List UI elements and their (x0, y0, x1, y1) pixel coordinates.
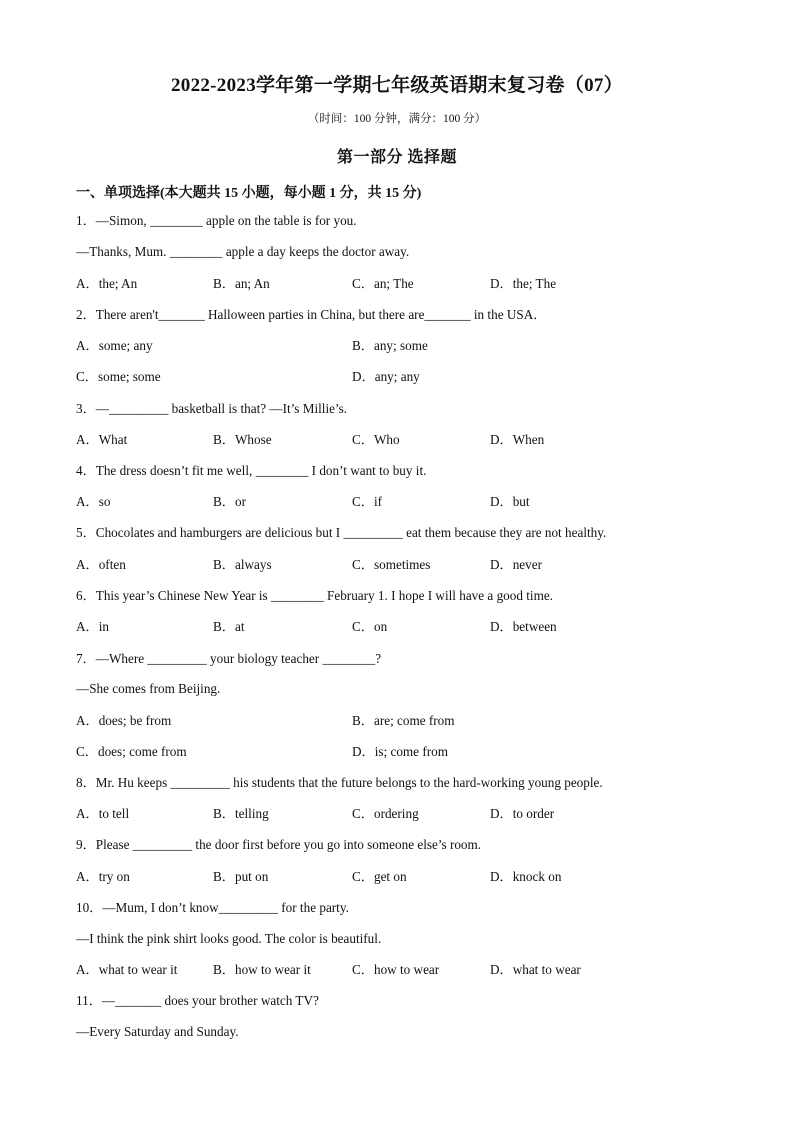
question-9-option-c[interactable]: C．get on (352, 869, 407, 884)
question-6-option-d[interactable]: D．between (490, 619, 557, 634)
question-7-option-c[interactable]: C．does; come from (76, 744, 187, 759)
question-6-option-a[interactable]: A．in (76, 619, 109, 634)
question-11-line-2: —Every Saturday and Sunday. (76, 1024, 239, 1039)
question-3-option-d[interactable]: D．When (490, 432, 545, 447)
question-1-line-2: —Thanks, Mum. ________ apple a day keeps the doctor away. (76, 244, 410, 259)
question-2-option-a[interactable]: A．some; any (76, 338, 153, 353)
question-10-line-2: —I think the pink shirt looks good. The color is beautiful. (76, 931, 382, 946)
question-10-option-d[interactable]: D．what to wear (490, 962, 581, 977)
question-8-option-a[interactable]: A．to tell (76, 806, 130, 821)
question-4-line-1: 4．The dress doesn’t fit me well, ________ I don’t want to buy it. (76, 463, 427, 478)
question-6-option-b[interactable]: B．at (213, 619, 245, 634)
question-4-option-a[interactable]: A．so (76, 494, 111, 509)
section-heading: 一、单项选择(本大题共 15 小题，每小题 1 分，共 15 分) (76, 186, 422, 201)
question-5-option-d[interactable]: D．never (490, 557, 542, 572)
question-1-line-1: 1．—Simon, ________ apple on the table is for you. (76, 213, 357, 228)
question-10-option-a[interactable]: A．what to wear it (76, 962, 178, 977)
question-9-line-1: 9．Please _________ the door first before you go into someone else’s room. (76, 837, 482, 852)
question-3-option-c[interactable]: C．Who (352, 432, 400, 447)
question-7-line-2: —She comes from Beijing. (76, 681, 221, 696)
question-5-option-c[interactable]: C．sometimes (352, 557, 431, 572)
question-7-option-b[interactable]: B．are; come from (352, 713, 455, 728)
question-2-line-1: 2．There aren't_______ Halloween parties in China, but there are_______ in the USA． (76, 307, 547, 322)
question-7-option-d[interactable]: D．is; come from (352, 744, 448, 759)
question-8-option-b[interactable]: B．telling (213, 806, 269, 821)
question-1-option-a[interactable]: A．the; An (76, 276, 138, 291)
question-7-option-a[interactable]: A．does; be from (76, 713, 172, 728)
question-9-option-a[interactable]: A．try on (76, 869, 130, 884)
question-9-option-d[interactable]: D．knock on (490, 869, 562, 884)
question-6-line-1: 6．This year’s Chinese New Year is ________ February 1. I hope I will have a good time. (76, 588, 553, 603)
question-8-line-1: 8．Mr. Hu keeps _________ his students that the future belongs to the hard-working young people. (76, 775, 603, 790)
question-6-option-c[interactable]: C．on (352, 619, 388, 634)
question-10-option-b[interactable]: B．how to wear it (213, 962, 311, 977)
question-3-line-1: 3．—_________ basketball is that? —It’s Millie’s. (76, 401, 348, 416)
question-4-option-c[interactable]: C．if (352, 494, 383, 509)
question-2-option-b[interactable]: B．any; some (352, 338, 428, 353)
question-1-option-d[interactable]: D．the; The (490, 276, 557, 291)
question-5-option-a[interactable]: A．often (76, 557, 126, 572)
question-4-option-d[interactable]: D．but (490, 494, 530, 509)
question-5-option-b[interactable]: B．always (213, 557, 272, 572)
question-1-option-b[interactable]: B．an; An (213, 276, 270, 291)
question-8-option-d[interactable]: D．to order (490, 806, 555, 821)
question-7-line-1: 7．—Where _________ your biology teacher ________? (76, 651, 382, 666)
question-10-option-c[interactable]: C．how to wear (352, 962, 440, 977)
question-9-option-b[interactable]: B．put on (213, 869, 269, 884)
question-1-option-c[interactable]: C．an; The (352, 276, 414, 291)
question-4-option-b[interactable]: B．or (213, 494, 246, 509)
question-2-option-c[interactable]: C．some; some (76, 369, 161, 384)
page-title: 2022-2023学年第一学期七年级英语期末复习卷（07） (170, 75, 624, 96)
exam-time-info: （时间：100 分钟，满分：100 分） (307, 113, 487, 125)
question-2-option-d[interactable]: D．any; any (352, 369, 420, 384)
question-10-line-1: 10．—Mum, I don’t know_________ for the party. (76, 900, 349, 915)
question-8-option-c[interactable]: C．ordering (352, 806, 419, 821)
question-3-option-a[interactable]: A．What (76, 432, 128, 447)
question-3-option-b[interactable]: B．Whose (213, 432, 272, 447)
question-11-line-1: 11．—_______ does your brother watch TV? (76, 993, 319, 1008)
question-5-line-1: 5．Chocolates and hamburgers are delicious but I _________ eat them because they are not healthy. (76, 525, 607, 540)
part-heading: 第一部分 选择题 (336, 149, 457, 166)
